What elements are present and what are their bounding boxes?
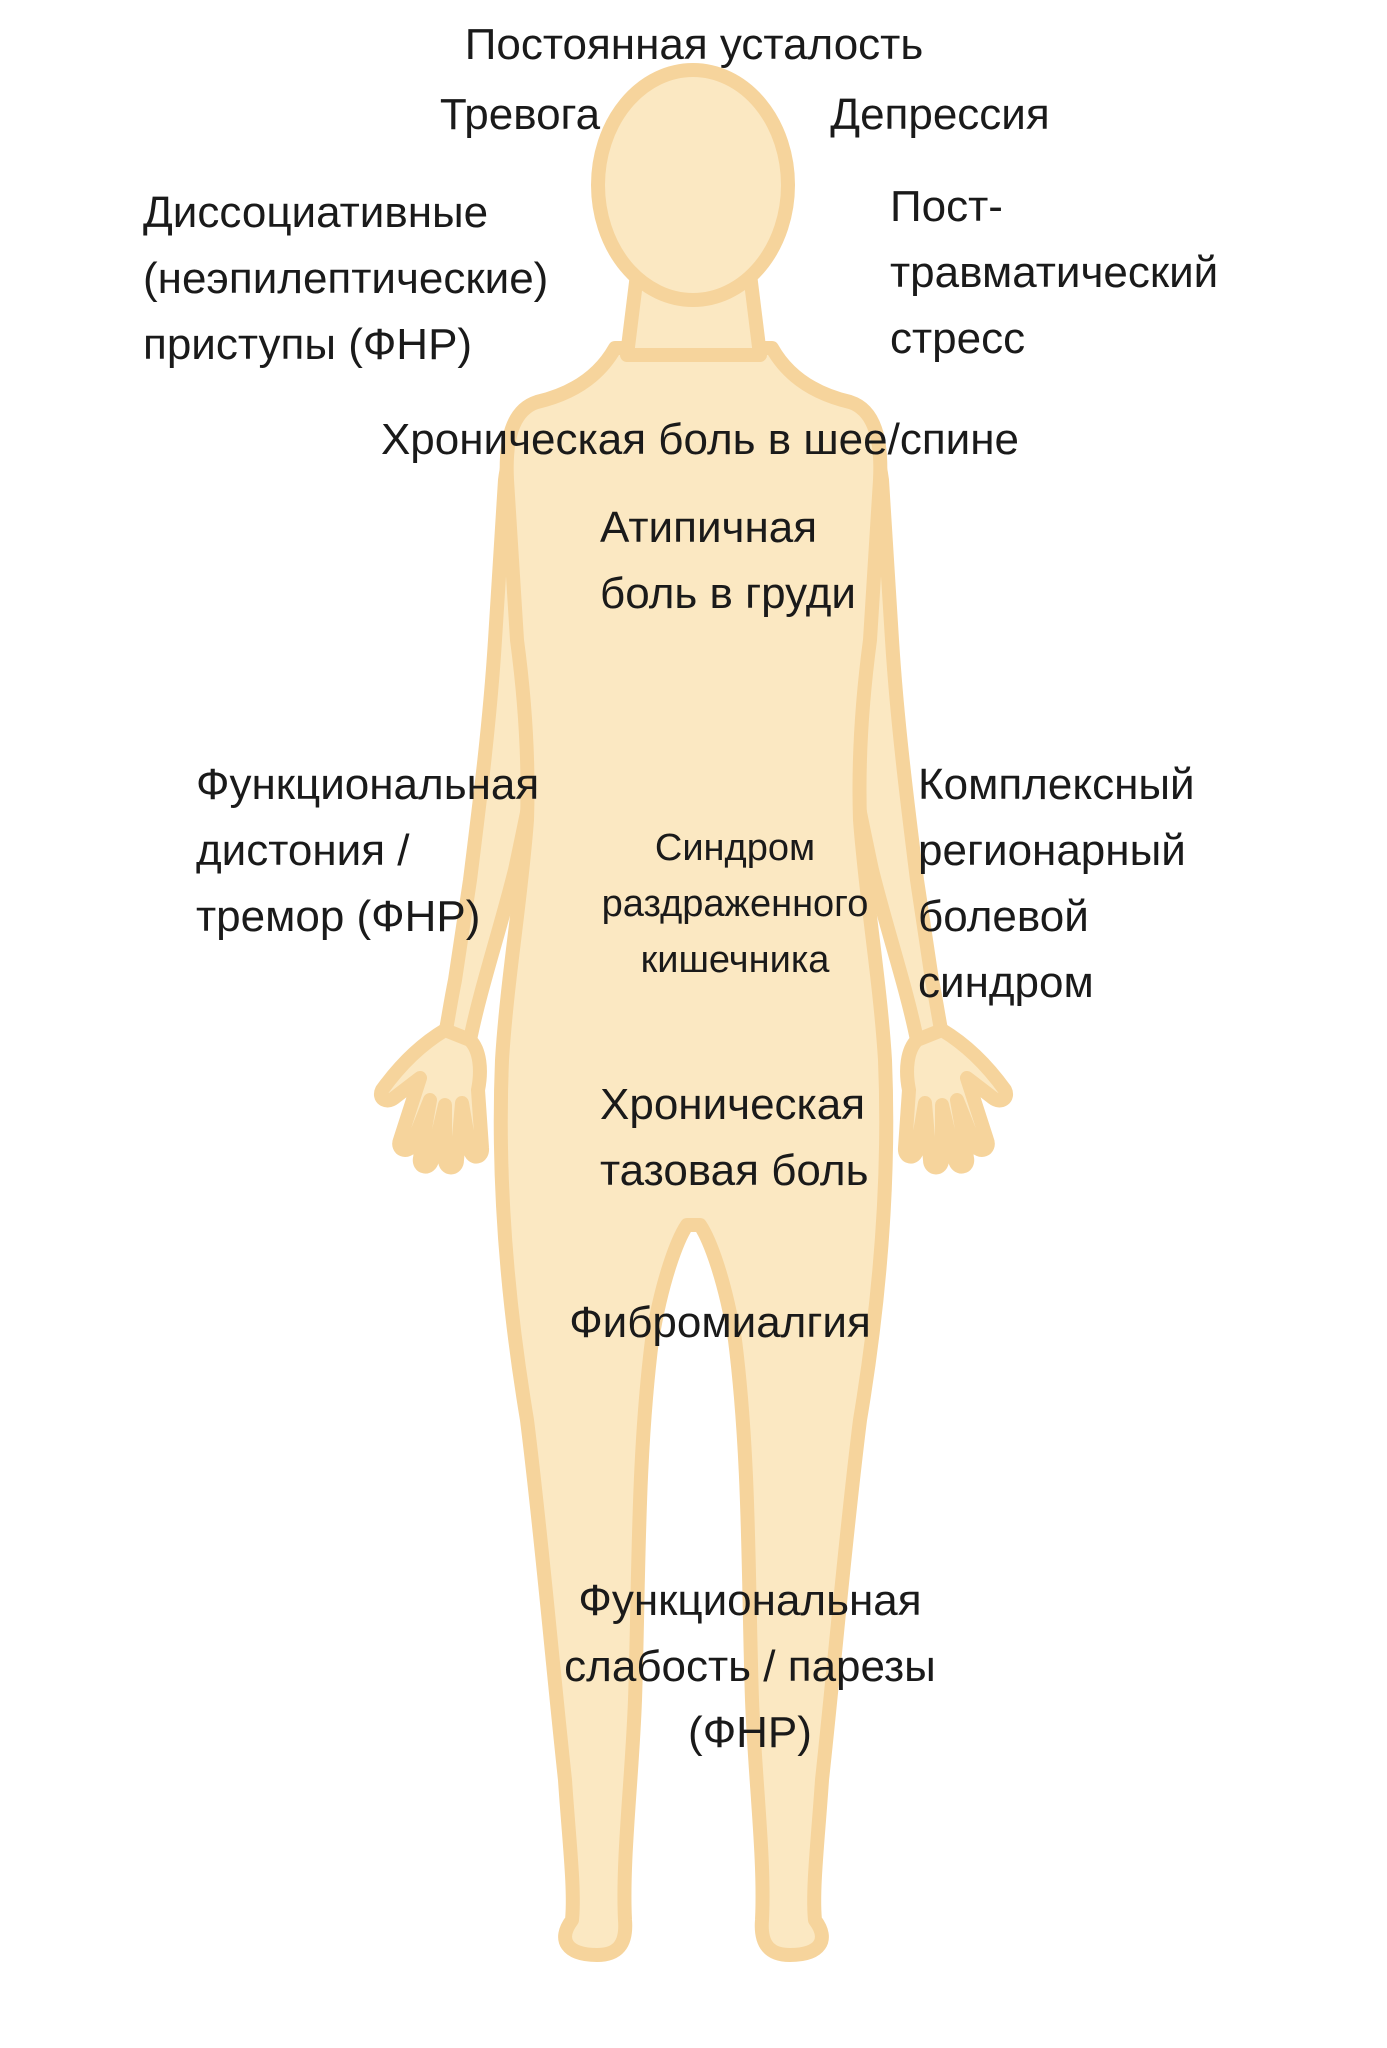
label-fibromyalgia: Фибромиалгия <box>569 1298 871 1347</box>
label-dissociative-seizures: Диссоциативные (неэпилептические) приступы (ФНР) <box>143 188 549 369</box>
label-neck-back-pain: Хроническая боль в шее/спине <box>380 415 1020 464</box>
label-fatigue: Постоянная усталость <box>464 20 924 69</box>
left-hand <box>381 1030 482 1168</box>
label-dystonia-tremor: Функциональная дистония / тремор (ФНР) <box>196 760 540 941</box>
label-anxiety: Тревога <box>439 90 601 139</box>
label-functional-weakness: Функциональная слабость / парезы (ФНР) <box>564 1576 936 1757</box>
label-ibs: Синдром раздраженного кишечника <box>601 827 869 981</box>
label-crps: Комплексный регионарный болевой синдром <box>918 760 1195 1007</box>
label-ptsd: Пост- травматический стресс <box>890 182 1219 363</box>
label-chest-pain: Атипичная боль в груди <box>600 503 856 618</box>
label-depression: Депрессия <box>830 90 1050 139</box>
label-pelvic-pain: Хроническая тазовая боль <box>600 1080 869 1195</box>
